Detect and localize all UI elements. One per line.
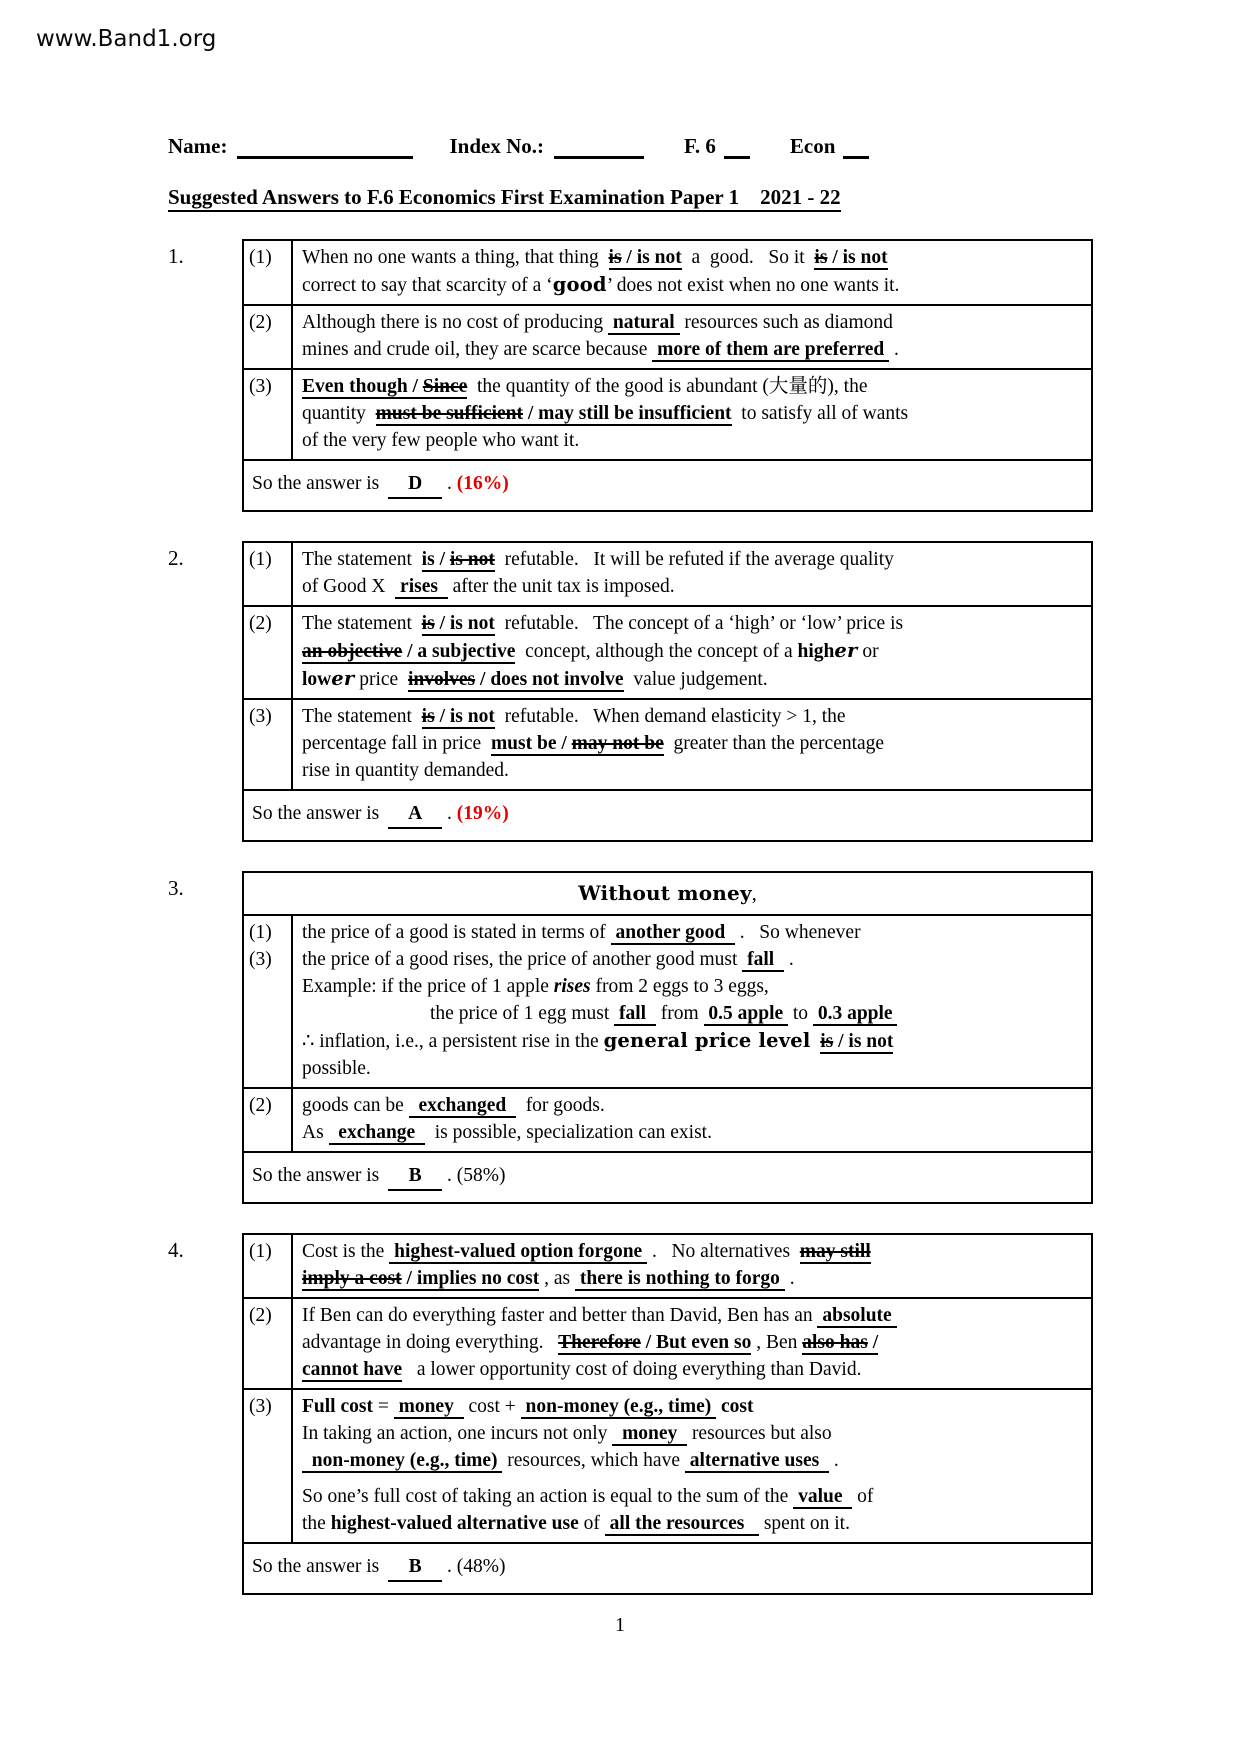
table-line xyxy=(302,336,1085,363)
text-segment: must be sufficient xyxy=(375,403,523,424)
text-segment: is xyxy=(421,549,435,570)
part-label xyxy=(244,1235,293,1297)
text-segment: fall xyxy=(614,1003,656,1024)
text-segment: er xyxy=(331,667,355,690)
part-label xyxy=(244,607,293,698)
answer-table xyxy=(242,239,1093,512)
table-line xyxy=(302,573,1085,600)
answer-content xyxy=(293,1390,1091,1542)
text-segment: there is nothing to forgo xyxy=(575,1268,785,1289)
questions-container xyxy=(168,239,1094,1595)
text-segment: cost xyxy=(721,1396,754,1417)
table-line xyxy=(302,973,1085,1000)
text-segment: . xyxy=(889,339,899,360)
text-segment: non-money (e.g., time) xyxy=(302,1450,503,1471)
answer-letter: D xyxy=(388,470,442,499)
text-segment: for goods. xyxy=(515,1095,605,1116)
text-segment: / xyxy=(402,641,418,662)
table-row xyxy=(244,700,1091,791)
text-segment: is not xyxy=(449,706,495,727)
table-row xyxy=(244,1235,1091,1299)
part-label-line: (2) xyxy=(249,1095,272,1116)
table-line xyxy=(302,1000,1085,1027)
text-segment: rises xyxy=(395,576,448,597)
part-label xyxy=(244,1089,293,1151)
answer-summary-row: So the answer is B . (58%) xyxy=(244,1153,1091,1202)
index-blank xyxy=(554,136,644,159)
answer-content xyxy=(293,700,1091,789)
answer-letter: B xyxy=(388,1162,442,1191)
text-segment: In taking an action, one incurs not only xyxy=(302,1423,613,1444)
table-line xyxy=(302,1420,1085,1447)
text-segment: is possible, specialization can exist. xyxy=(424,1122,712,1143)
table-line xyxy=(302,1265,1085,1292)
answer-content xyxy=(293,306,1091,368)
text-segment: is not xyxy=(449,549,495,570)
text-segment: a good. So it xyxy=(681,247,815,268)
part-label xyxy=(244,241,293,304)
text-segment: . xyxy=(828,1450,839,1471)
text-segment: , xyxy=(751,883,757,905)
text-segment: absolute xyxy=(817,1305,897,1326)
text-segment: is not xyxy=(848,1031,894,1052)
text-segment: So one’s full cost of taking an action is equal to the sum of the xyxy=(302,1486,794,1507)
text-segment: more of them are preferred xyxy=(652,339,890,360)
table-line xyxy=(302,757,1085,784)
text-segment: the xyxy=(302,1513,331,1534)
text-segment: But even so xyxy=(655,1332,752,1353)
text-segment: greater than the percentage xyxy=(663,733,885,754)
text-segment: highest-valued alternative use xyxy=(330,1513,579,1534)
text-segment: is xyxy=(608,247,622,268)
text-segment: is xyxy=(814,247,828,268)
text-segment: rise in quantity demanded. xyxy=(302,760,509,781)
text-segment: another good xyxy=(610,922,735,943)
answer-content xyxy=(293,370,1091,459)
text-segment: involves xyxy=(407,669,476,690)
text-segment: / xyxy=(867,1332,879,1353)
answer-content xyxy=(293,1299,1091,1388)
text-segment: When no one wants a thing, that thing xyxy=(302,247,609,268)
text-segment: is not xyxy=(449,613,495,634)
text-segment: quantity xyxy=(302,403,376,424)
text-segment: to satisfy all of wants xyxy=(731,403,909,424)
text-segment: all the resources xyxy=(604,1513,759,1534)
table-line xyxy=(302,244,1085,271)
text-segment: a subjective xyxy=(417,641,516,662)
text-segment: an objective xyxy=(302,641,403,662)
text-segment: exchanged xyxy=(408,1095,516,1116)
table-line xyxy=(302,1055,1085,1082)
econ-blank xyxy=(843,136,869,159)
text-segment: advantage in doing everything. xyxy=(302,1332,559,1353)
text-segment: cost + xyxy=(463,1396,521,1417)
question-1 xyxy=(168,239,1094,512)
text-segment: 0.3 apple xyxy=(812,1003,898,1024)
text-segment: from xyxy=(655,1003,704,1024)
text-segment: may still be insufficient xyxy=(538,403,732,424)
text-segment: / xyxy=(407,376,423,397)
table-line xyxy=(302,1302,1085,1329)
text-segment: to xyxy=(788,1003,813,1024)
text-segment: spent on it. xyxy=(758,1513,850,1534)
answer-letter: B xyxy=(388,1553,442,1582)
table-line xyxy=(302,271,1085,299)
table-line xyxy=(302,1393,1085,1420)
text-segment xyxy=(810,1031,820,1052)
text-segment: may not be xyxy=(571,733,664,754)
question-4 xyxy=(168,1233,1094,1595)
text-segment: / xyxy=(556,733,572,754)
text-segment: Since xyxy=(422,376,468,397)
text-segment: the quantity of the good is abundant (大量的), the xyxy=(467,376,868,397)
text-segment: , Ben xyxy=(751,1332,803,1353)
text-segment: may still xyxy=(799,1241,871,1262)
text-segment: or xyxy=(857,641,879,662)
table-line xyxy=(302,610,1085,637)
text-segment: . No alternatives xyxy=(647,1241,800,1262)
text-segment: The statement xyxy=(302,549,422,570)
text-segment: Therefore xyxy=(558,1332,641,1353)
table-line xyxy=(302,665,1085,693)
answer-content xyxy=(293,543,1091,605)
answer-table xyxy=(242,1233,1093,1595)
answer-percentage: (19%) xyxy=(456,803,509,824)
part-label-line: (1) xyxy=(249,922,272,943)
table-line xyxy=(302,427,1085,454)
text-segment: possible. xyxy=(302,1058,371,1079)
text-segment: refutable. When demand elasticity > 1, the xyxy=(494,706,846,727)
text-segment: fall xyxy=(742,949,784,970)
text-segment: is not xyxy=(636,247,682,268)
table-row xyxy=(244,1299,1091,1390)
text-segment: refutable. It will be refuted if the average quality xyxy=(494,549,894,570)
page-title: Suggested Answers to F.6 Economics First Examination Paper 1 2021 - 22 xyxy=(168,185,1094,210)
part-label xyxy=(244,306,293,368)
text-segment: implies no cost xyxy=(416,1268,540,1289)
answer-content xyxy=(293,916,1091,1087)
table-line xyxy=(302,637,1085,665)
question-number: 1. xyxy=(168,244,184,268)
text-segment: value judgement. xyxy=(623,669,768,690)
text-segment: price xyxy=(354,669,408,690)
text-segment: / xyxy=(827,247,843,268)
text-segment: of Good X xyxy=(302,576,396,597)
text-segment: / xyxy=(434,706,450,727)
site-watermark: www.Band1.org xyxy=(36,26,217,52)
text-segment: . xyxy=(783,949,794,970)
text-segment: 0.5 apple xyxy=(703,1003,789,1024)
table-line xyxy=(302,373,1085,400)
text-segment: is xyxy=(820,1031,834,1052)
text-segment: goods can be xyxy=(302,1095,409,1116)
table-line xyxy=(302,309,1085,336)
text-segment: refutable. The concept of a ‘high’ or ‘low’ price is xyxy=(494,613,904,634)
text-segment: alternative uses xyxy=(684,1450,829,1471)
table-row xyxy=(244,543,1091,607)
text-segment: ∴ inflation, i.e., a persistent rise in the xyxy=(302,1031,604,1052)
text-segment: is xyxy=(421,613,435,634)
text-segment: also has xyxy=(802,1332,868,1353)
part-label-line: (2) xyxy=(249,1305,272,1326)
text-segment: As xyxy=(302,1122,329,1143)
answer-summary-row: So the answer is D . (16%) xyxy=(244,461,1091,510)
answer-content xyxy=(293,1089,1091,1151)
table-line xyxy=(302,1027,1085,1055)
text-segment: cannot have xyxy=(302,1359,403,1380)
text-segment: / xyxy=(475,669,491,690)
answer-content xyxy=(293,1235,1091,1297)
table-line xyxy=(302,919,1085,946)
table-line xyxy=(302,946,1085,973)
text-segment: = xyxy=(372,1396,394,1417)
text-segment: / xyxy=(434,613,450,634)
text-segment: ’ does not exist when no one wants it. xyxy=(606,275,900,296)
answer-percentage: (48%) xyxy=(456,1556,506,1577)
text-segment: . So whenever xyxy=(734,922,861,943)
table-line xyxy=(302,400,1085,427)
answer-table xyxy=(242,541,1093,842)
text-segment: percentage fall in price xyxy=(302,733,491,754)
answer-content xyxy=(293,607,1091,698)
part-label-line: (2) xyxy=(249,312,272,333)
text-segment: non-money (e.g., time) xyxy=(520,1396,717,1417)
text-segment: The statement xyxy=(302,613,422,634)
text-segment: is not xyxy=(842,247,888,268)
answer-table xyxy=(242,871,1093,1204)
text-segment: / xyxy=(401,1268,417,1289)
name-label: Name: xyxy=(168,134,228,158)
table-row xyxy=(244,370,1091,461)
text-segment: rises xyxy=(553,976,591,997)
question-3 xyxy=(168,871,1094,1204)
text-segment: concept, although the concept of a xyxy=(515,641,798,662)
text-segment: / xyxy=(833,1031,849,1052)
answer-percentage: (16%) xyxy=(456,473,509,494)
part-label xyxy=(244,1299,293,1388)
text-segment: / xyxy=(621,247,637,268)
table-row xyxy=(244,916,1091,1089)
question-number: 2. xyxy=(168,546,184,570)
table-row xyxy=(244,1390,1091,1544)
part-label-line: (3) xyxy=(249,706,272,727)
part-label xyxy=(244,370,293,459)
answer-percentage: (58%) xyxy=(456,1165,506,1186)
text-segment: of xyxy=(578,1513,605,1534)
part-label xyxy=(244,1390,293,1542)
table-header-row xyxy=(244,873,1091,916)
text-segment: / xyxy=(640,1332,656,1353)
table-line xyxy=(302,703,1085,730)
text-segment: natural xyxy=(608,312,680,333)
text-segment: of the very few people who want it. xyxy=(302,430,580,451)
form-label: F. 6 xyxy=(684,134,716,158)
text-segment: value xyxy=(793,1486,853,1507)
text-segment: the price of a good is stated in terms of xyxy=(302,922,611,943)
text-segment: must be xyxy=(490,733,557,754)
text-segment: money xyxy=(612,1423,688,1444)
name-blank xyxy=(237,136,413,159)
answer-summary-row: So the answer is B . (48%) xyxy=(244,1544,1091,1593)
text-segment: imply a cost xyxy=(302,1268,402,1289)
text-segment: Even though xyxy=(302,376,408,397)
text-segment: resources, which have xyxy=(502,1450,685,1471)
table-line xyxy=(302,1329,1085,1356)
econ-label: Econ xyxy=(789,134,836,158)
text-segment: The statement xyxy=(302,706,422,727)
text-segment: Although there is no cost of producing xyxy=(302,312,608,333)
text-segment: from 2 eggs to 3 eggs, xyxy=(590,976,769,997)
text-segment: resources such as diamond xyxy=(679,312,893,333)
text-segment: money xyxy=(393,1396,464,1417)
text-segment: Example: if the price of 1 apple xyxy=(302,976,554,997)
text-segment: of xyxy=(852,1486,874,1507)
text-segment: does not involve xyxy=(490,669,624,690)
answer-content xyxy=(293,241,1091,304)
part-label-line: (3) xyxy=(249,1396,272,1417)
index-label: Index No.: xyxy=(449,134,544,158)
text-segment: exchange xyxy=(328,1122,425,1143)
part-label-line: (1) xyxy=(249,247,272,268)
table-line xyxy=(302,730,1085,757)
answer-summary-row: So the answer is A . (19%) xyxy=(244,791,1091,840)
question-number: 3. xyxy=(168,876,184,900)
form-blank xyxy=(724,136,750,159)
table-line xyxy=(302,1119,1085,1146)
part-label xyxy=(244,700,293,789)
text-segment: the price of 1 egg must xyxy=(430,1003,615,1024)
part-label-line: (1) xyxy=(249,549,272,570)
table-line xyxy=(302,1238,1085,1265)
table-row xyxy=(244,241,1091,306)
text-segment: If Ben can do everything faster and better than David, Ben has an xyxy=(302,1305,818,1326)
text-segment: correct to say that scarcity of a ‘ xyxy=(302,275,553,296)
text-segment: mines and crude oil, they are scarce because xyxy=(302,339,653,360)
header-name-line xyxy=(168,134,1094,159)
part-label xyxy=(244,916,293,1087)
answer-letter: A xyxy=(388,800,442,829)
table-line xyxy=(302,1356,1085,1383)
table-line xyxy=(302,1447,1085,1474)
part-label-line: (1) xyxy=(249,1241,272,1262)
table-line xyxy=(302,546,1085,573)
text-segment: a lower opportunity cost of doing everything than David. xyxy=(402,1359,862,1380)
text-segment: general price level xyxy=(603,1029,811,1052)
table-row xyxy=(244,607,1091,700)
part-label-line: (2) xyxy=(249,613,272,634)
text-segment: . xyxy=(784,1268,795,1289)
text-segment: Cost is the xyxy=(302,1241,390,1262)
text-segment: / xyxy=(523,403,539,424)
table-line xyxy=(302,1483,1085,1510)
text-segment: low xyxy=(302,669,332,690)
text-segment: / xyxy=(434,549,450,570)
text-segment: after the unit tax is imposed. xyxy=(447,576,675,597)
text-segment: is xyxy=(421,706,435,727)
text-segment: Full cost xyxy=(302,1396,373,1417)
text-segment: high xyxy=(797,641,835,662)
text-segment: er xyxy=(834,639,858,662)
question-number: 4. xyxy=(168,1238,184,1262)
question-2 xyxy=(168,541,1094,842)
part-label xyxy=(244,543,293,605)
part-label-line: (3) xyxy=(249,376,272,397)
table-line xyxy=(302,1510,1085,1537)
text-segment: resources but also xyxy=(687,1423,832,1444)
table-line xyxy=(302,1092,1085,1119)
text-segment: , as xyxy=(539,1268,576,1289)
page-number: 1 xyxy=(615,1614,625,1636)
text-segment: Without money xyxy=(578,881,752,905)
text-segment: highest-valued option forgone xyxy=(389,1241,648,1262)
part-label-line: (3) xyxy=(249,949,272,970)
text-segment: the price of a good rises, the price of another good must xyxy=(302,949,743,970)
table-row xyxy=(244,306,1091,370)
table-row xyxy=(244,1089,1091,1153)
text-segment: good xyxy=(552,273,607,296)
